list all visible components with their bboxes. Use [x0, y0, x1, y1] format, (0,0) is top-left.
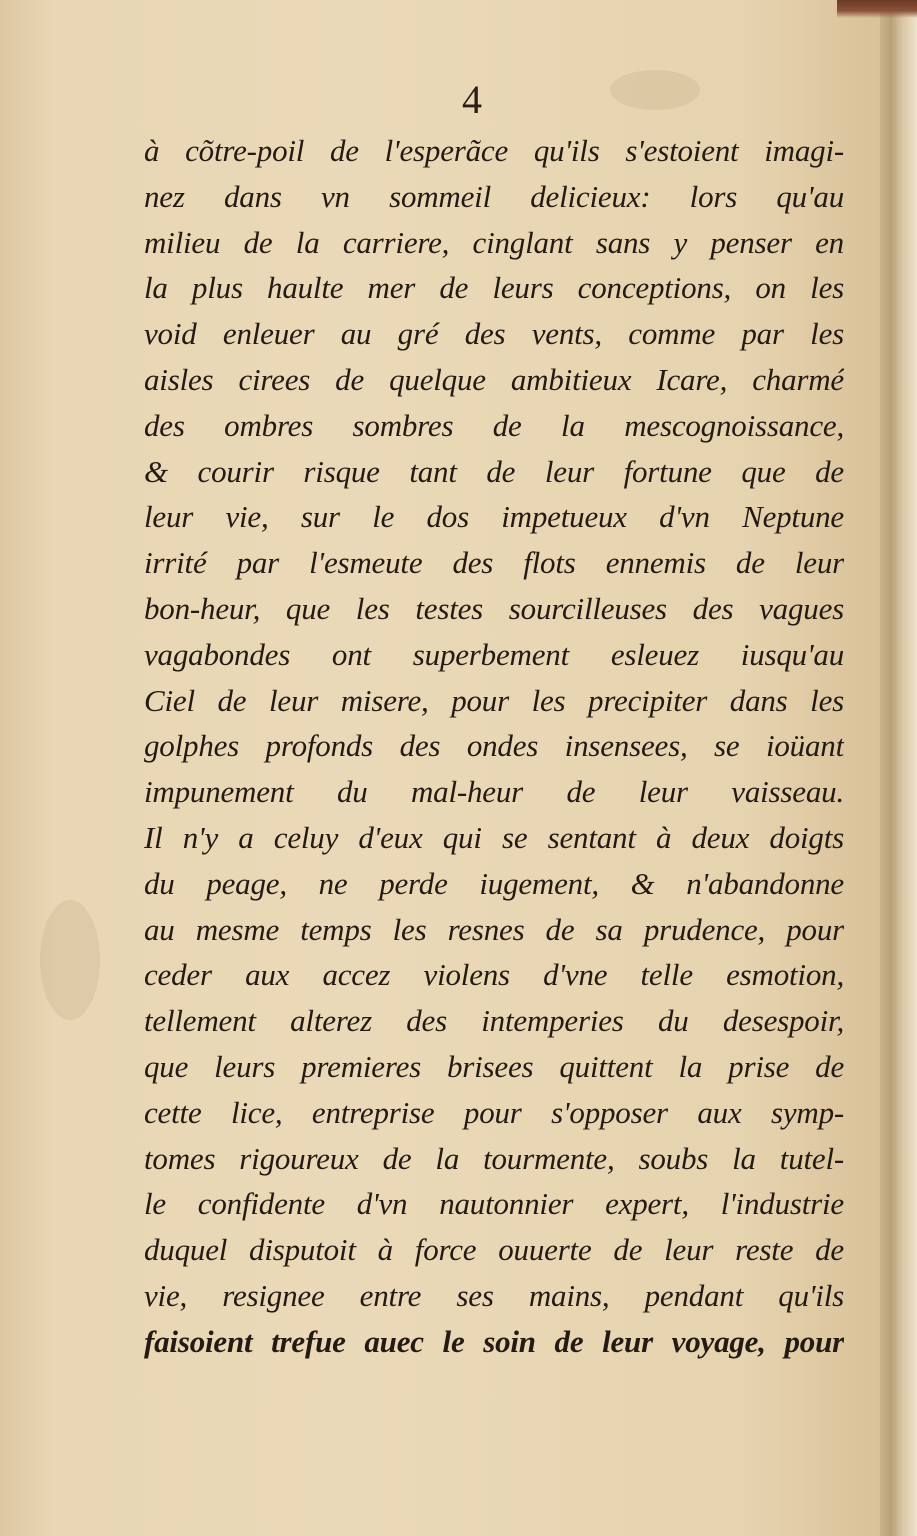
text-line: tellement alterez des intemperies du desespoir,: [144, 1003, 844, 1039]
text-line: void enleuer au gré des vents, comme par les: [144, 316, 844, 352]
book-binding: [837, 0, 917, 18]
paper-stain: [40, 900, 100, 1020]
text-line: la plus haulte mer de leurs conceptions, on les: [144, 270, 844, 306]
text-line: ceder aux accez violens d'vne telle esmotion,: [144, 957, 844, 993]
text-line: au mesme temps les resnes de sa prudence, pour: [144, 911, 844, 947]
text-line: cette lice, entreprise pour s'opposer aux symp-: [144, 1094, 844, 1130]
text-line: tomes rigoureux de la tourmente, soubs la tutel-: [144, 1140, 844, 1176]
text-line: nez dans vn sommeil delicieux: lors qu'au: [144, 178, 844, 214]
text-line: vagabondes ont superbement esleuez iusqu'au: [144, 636, 844, 672]
text-line: milieu de la carriere, cinglant sans y penser en: [144, 224, 844, 260]
text-line: des ombres sombres de la mescognoissance,: [144, 407, 844, 443]
text-line: impunement du mal-heur de leur vaisseau.: [144, 774, 844, 810]
text-line: que leurs premieres brisees quittent la prise de: [144, 1048, 844, 1084]
text-line: bon-heur, que les testes sourcilleuses des vagues: [144, 590, 844, 626]
text-line: irrité par l'esmeute des flots ennemis de leur: [144, 545, 844, 581]
page-edge: [880, 0, 917, 1536]
page-number: 4: [462, 77, 482, 122]
text-line: & courir risque tant de leur fortune que de: [144, 453, 844, 489]
text-line: Ciel de leur misere, pour les precipiter dans les: [144, 682, 844, 718]
text-line: faisoient trefue auec le soin de leur voyage, pour: [144, 1323, 844, 1359]
text-line: duquel disputoit à force ouuerte de leur reste de: [144, 1232, 844, 1268]
text-line: leur vie, sur le dos impetueux d'vn Neptune: [144, 499, 844, 535]
paper-stain: [610, 70, 700, 110]
text-line: à cõtre-poil de l'esperãce qu'ils s'estoient imagi-: [144, 133, 844, 168]
text-line: Il n'y a celuy d'eux qui se sentant à deux doigts: [144, 819, 844, 855]
text-line: vie, resignee entre ses mains, pendant qu'ils: [144, 1277, 844, 1313]
body-text: [144, 128, 844, 1365]
text-line: golphes profonds des ondes insensees, se ioüant: [144, 728, 844, 764]
text-line: aisles cirees de quelque ambitieux Icare, charmé: [144, 361, 844, 397]
text-line: le confidente d'vn nautonnier expert, l'industrie: [144, 1186, 844, 1222]
text-line: du peage, ne perde iugement, & n'abandonne: [144, 865, 844, 901]
